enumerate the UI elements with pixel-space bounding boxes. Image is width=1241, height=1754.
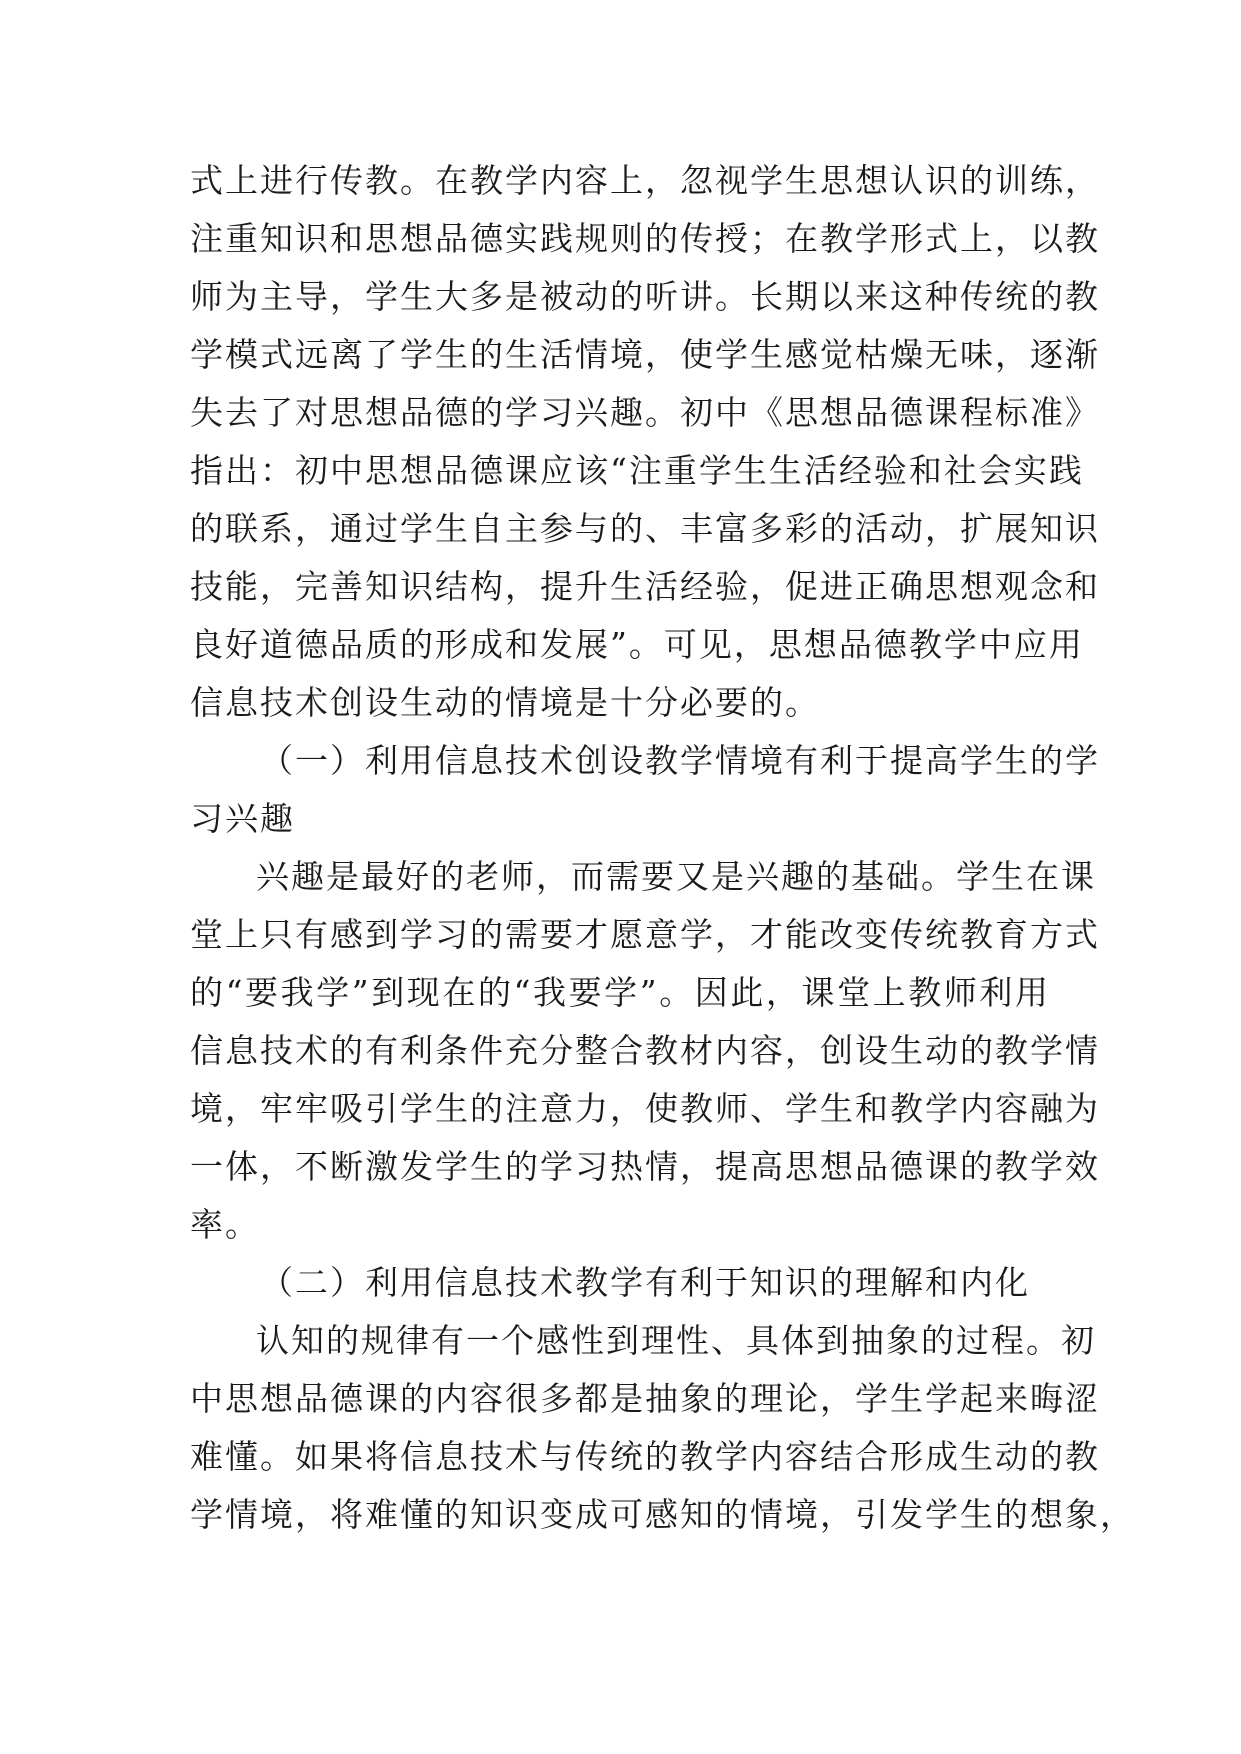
- section-heading-2: （二）利用信息技术教学有利于知识的理解和内化: [260, 1263, 1030, 1302]
- text-line: 的联系，通过学生自主参与的、丰富多彩的活动，扩展知识: [190, 509, 1100, 548]
- text-line: 境，牢牢吸引学生的注意力，使教师、学生和教学内容融为: [190, 1089, 1100, 1128]
- text-line: 信息技术的有利条件充分整合教材内容，创设生动的教学情: [190, 1031, 1100, 1070]
- section-heading-1: （一）利用信息技术创设教学情境有利于提高学生的学: [260, 741, 1100, 780]
- text-line: 率。: [190, 1205, 260, 1244]
- text-line: 学情境，将难懂的知识变成可感知的情境，引发学生的想象，: [190, 1495, 1135, 1534]
- text-line: 良好道德品质的形成和发展”。可见，思想品德教学中应用: [190, 625, 1084, 664]
- text-line: 失去了对思想品德的学习兴趣。初中《思想品德课程标准》: [190, 393, 1100, 432]
- text-line: 一体，不断激发学生的学习热情，提高思想品德课的教学效: [190, 1147, 1100, 1186]
- text-line: 认知的规律有一个感性到理性、具体到抽象的过程。初: [256, 1321, 1096, 1360]
- body-text: [190, 152, 1135, 1544]
- text-line: 的“要我学”到现在的“我要学”。因此，课堂上教师利用: [190, 973, 1050, 1012]
- text-line: 技能，完善知识结构，提升生活经验，促进正确思想观念和: [190, 567, 1100, 606]
- text-line: 信息技术创设生动的情境是十分必要的。: [190, 683, 820, 722]
- text-line: 中思想品德课的内容很多都是抽象的理论，学生学起来晦涩: [190, 1379, 1100, 1418]
- text-line: 学模式远离了学生的生活情境，使学生感觉枯燥无味，逐渐: [190, 335, 1100, 374]
- text-line: 指出：初中思想品德课应该“注重学生生活经验和社会实践: [190, 451, 1084, 490]
- text-line: 师为主导，学生大多是被动的听讲。长期以来这种传统的教: [190, 277, 1100, 316]
- text-line: 堂上只有感到学习的需要才愿意学，才能改变传统教育方式: [190, 915, 1100, 954]
- text-line: 兴趣是最好的老师，而需要又是兴趣的基础。学生在课: [256, 857, 1096, 896]
- section-heading-1-cont: 习兴趣: [190, 799, 295, 838]
- text-line: 注重知识和思想品德实践规则的传授；在教学形式上，以教: [190, 219, 1100, 258]
- text-line: 难懂。如果将信息技术与传统的教学内容结合形成生动的教: [190, 1437, 1100, 1476]
- text-line: 式上进行传教。在教学内容上，忽视学生思想认识的训练，: [190, 161, 1100, 200]
